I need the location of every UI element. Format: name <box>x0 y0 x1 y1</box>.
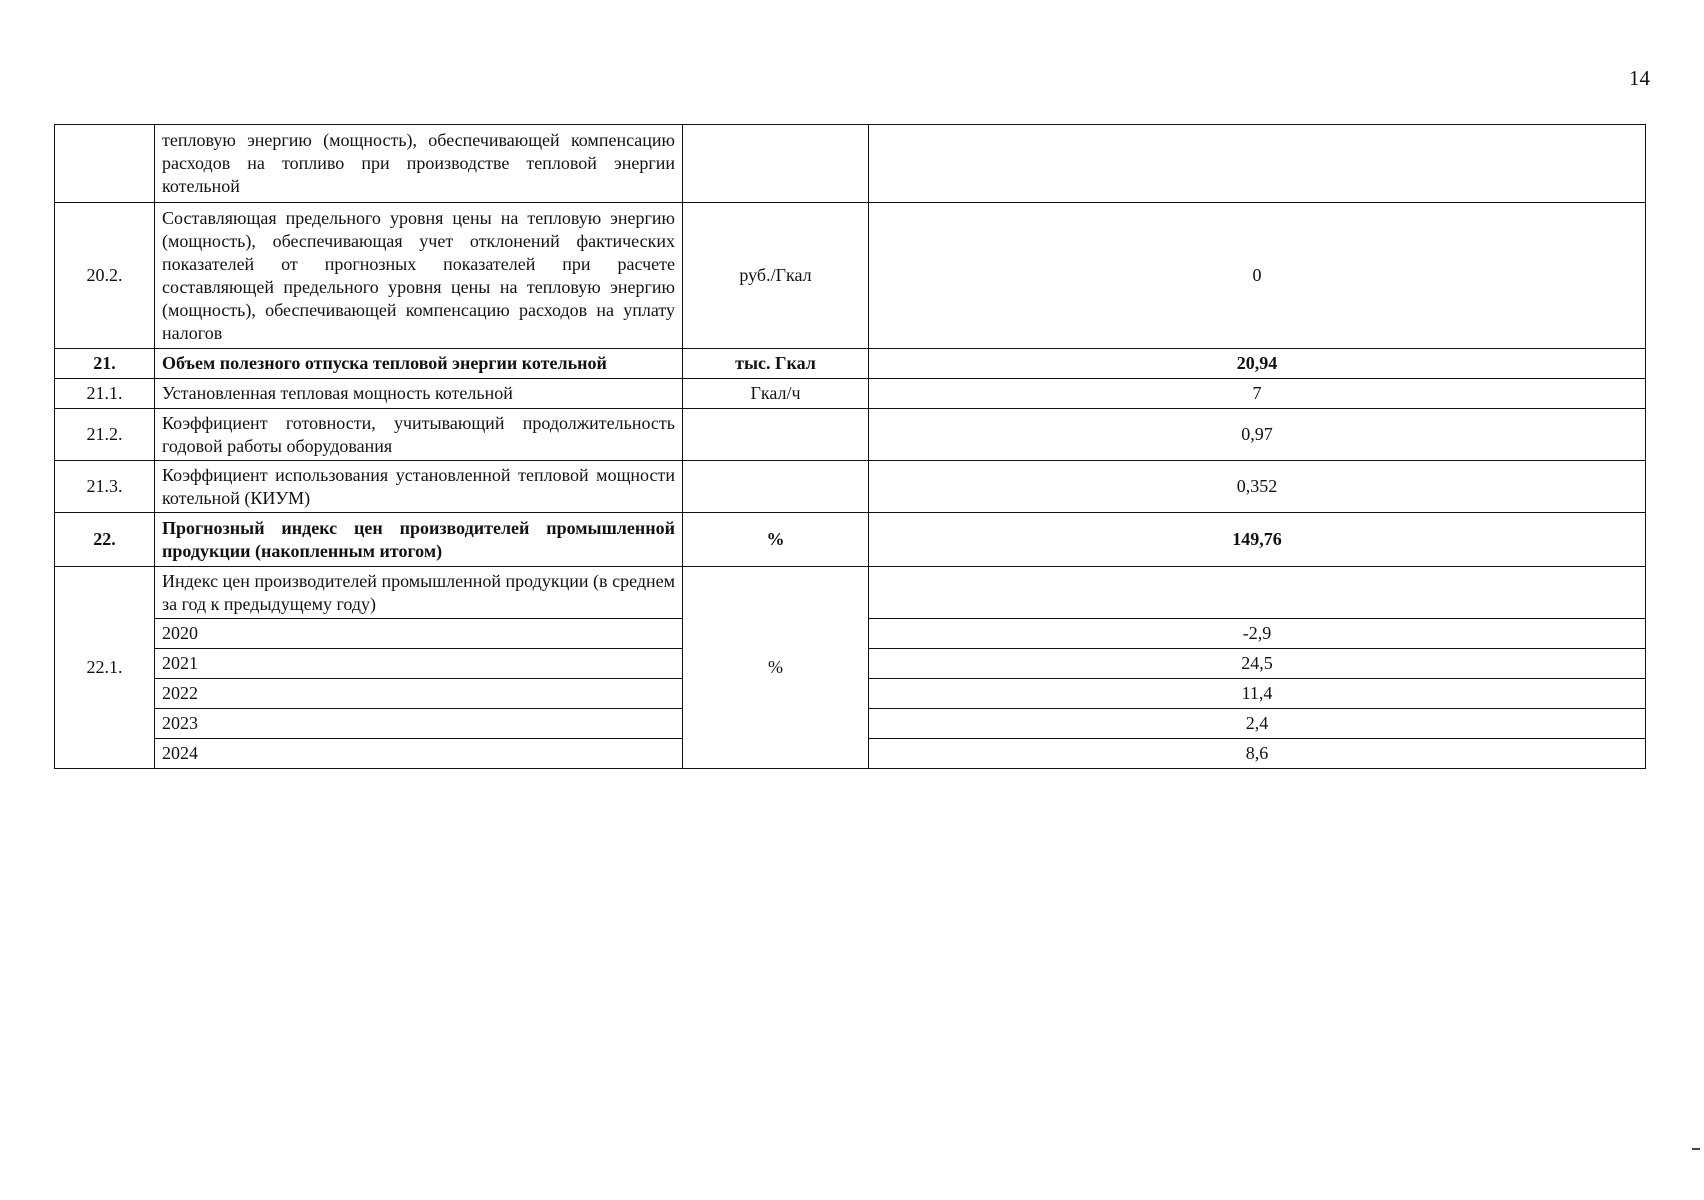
row-value: 0 <box>869 203 1646 349</box>
row-value: 20,94 <box>869 349 1646 379</box>
row-number: 21. <box>55 349 155 379</box>
row-name: Составляющая предельного уровня цены на тепловую энергию (мощность), обеспечивающая учет отклонений фактических показателей от прогнозных показателей при расчете составляющей предельного уровня цены на тепловую энергию (мощность), обеспечивающей компенсацию расходов на уплату налогов <box>155 203 683 349</box>
page-number: 14 <box>1629 66 1650 90</box>
row-number: 21.3. <box>55 461 155 513</box>
row-number: 21.2. <box>55 409 155 461</box>
row-name: Установленная тепловая мощность котельной <box>155 379 683 409</box>
row-unit <box>683 125 869 203</box>
year-value: 24,5 <box>869 649 1646 679</box>
row-number: 22. <box>55 513 155 567</box>
group-header: Индекс цен производителей промышленной продукции (в среднем за год к предыдущему году) <box>155 567 683 619</box>
row-value <box>869 125 1646 203</box>
year-value: 8,6 <box>869 739 1646 769</box>
year-value: 11,4 <box>869 679 1646 709</box>
tariff-table <box>54 124 1646 769</box>
row-value: 149,76 <box>869 513 1646 567</box>
group-number: 22.1. <box>55 567 155 769</box>
row-unit <box>683 461 869 513</box>
row-unit <box>683 409 869 461</box>
table-row <box>55 461 1646 513</box>
year-value: 2,4 <box>869 709 1646 739</box>
table-row <box>55 203 1646 349</box>
row-name: Прогнозный индекс цен производителей промышленной продукции (накопленным итогом) <box>155 513 683 567</box>
year-label: 2022 <box>155 679 683 709</box>
row-value: 7 <box>869 379 1646 409</box>
year-label: 2021 <box>155 649 683 679</box>
group-unit: % <box>683 567 869 769</box>
year-label: 2023 <box>155 709 683 739</box>
row-name: тепловую энергию (мощность), обеспечивающей компенсацию расходов на топливо при производстве тепловой энергии котельной <box>155 125 683 203</box>
table-row <box>55 409 1646 461</box>
row-number <box>55 125 155 203</box>
row-name: Коэффициент готовности, учитывающий продолжительность годовой работы оборудования <box>155 409 683 461</box>
table-row <box>55 379 1646 409</box>
table-row <box>55 513 1646 567</box>
row-number: 20.2. <box>55 203 155 349</box>
row-unit: Гкал/ч <box>683 379 869 409</box>
row-value: 0,97 <box>869 409 1646 461</box>
year-label: 2024 <box>155 739 683 769</box>
table-row <box>55 349 1646 379</box>
row-value: 0,352 <box>869 461 1646 513</box>
row-unit: тыс. Гкал <box>683 349 869 379</box>
row-number: 21.1. <box>55 379 155 409</box>
year-value: -2,9 <box>869 619 1646 649</box>
row-unit: % <box>683 513 869 567</box>
row-name: Коэффициент использования установленной тепловой мощности котельной (КИУМ) <box>155 461 683 513</box>
scan-edge-mark <box>1692 1148 1700 1150</box>
group-header-value <box>869 567 1646 619</box>
row-name: Объем полезного отпуска тепловой энергии котельной <box>155 349 683 379</box>
year-label: 2020 <box>155 619 683 649</box>
row-unit: руб./Гкал <box>683 203 869 349</box>
table-row <box>55 125 1646 203</box>
table-row <box>55 567 1646 619</box>
